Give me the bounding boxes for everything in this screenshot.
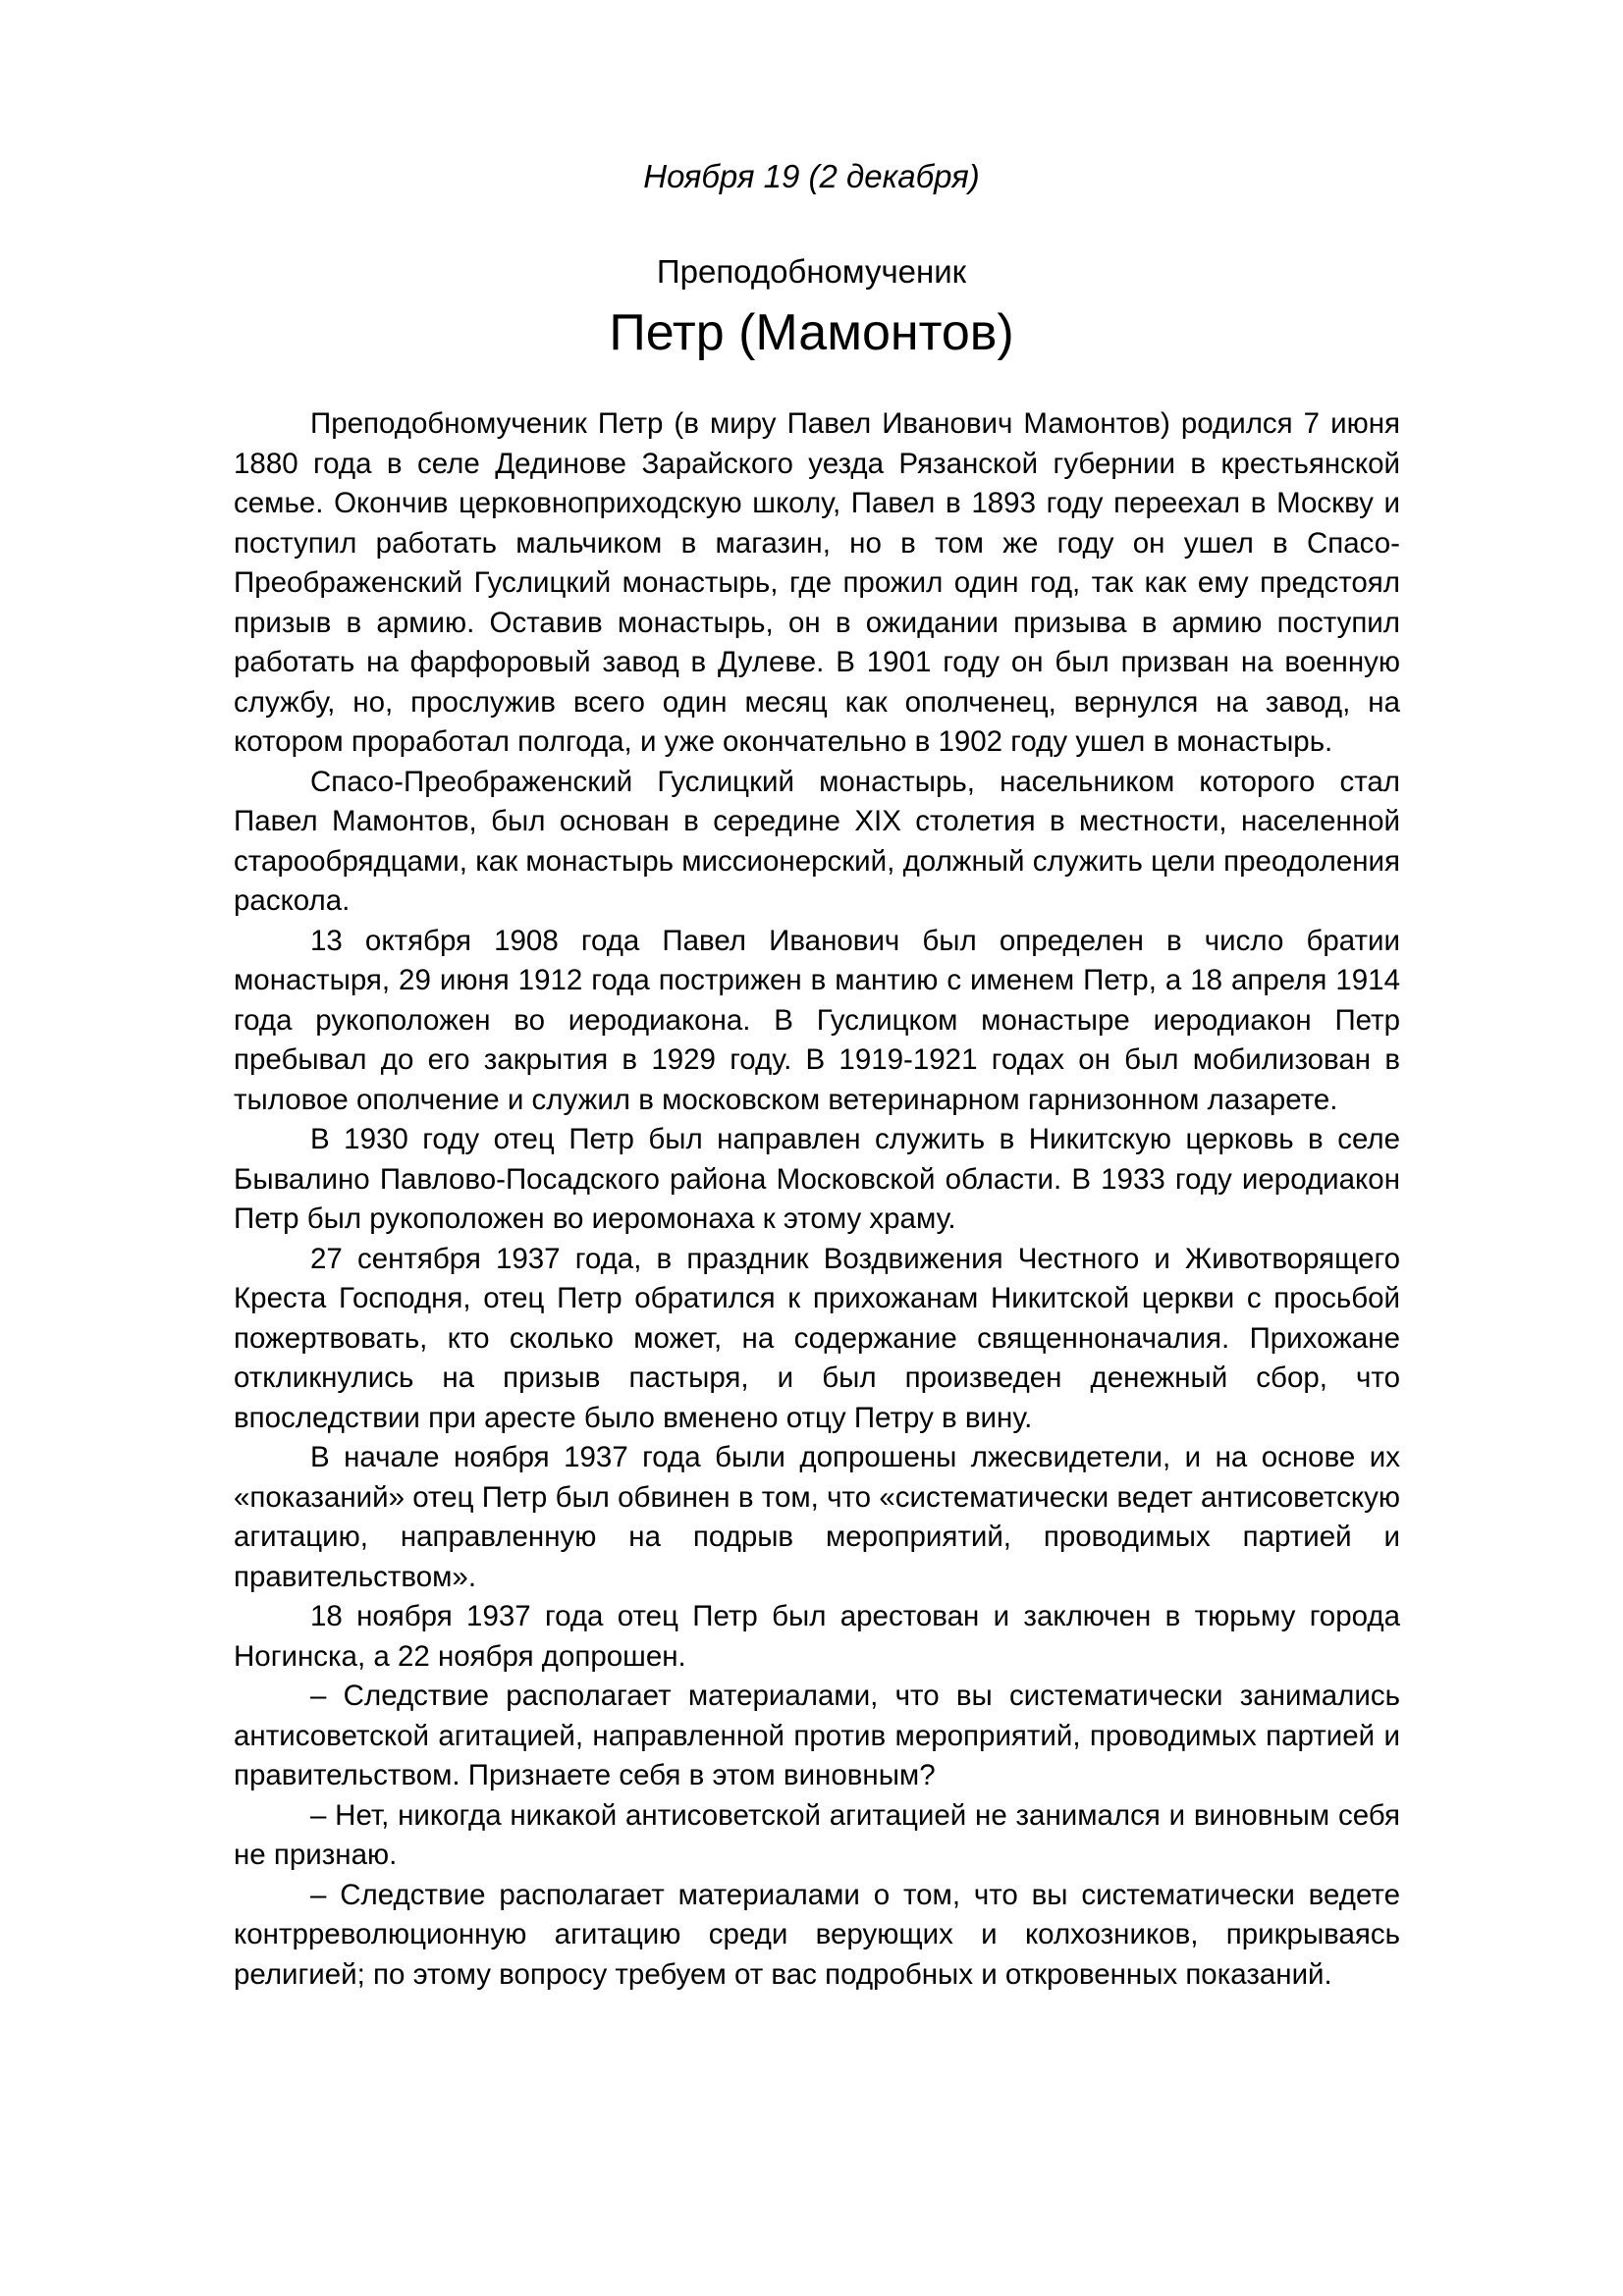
paragraph: В начале ноября 1937 года были допрошены лжесвидетели, и на основе их «показаний» отец Петр был обвинен в том, что «систематически ведет антисоветскую агитацию, направленную на подрыв мероприятий, проводимых партией и правительством». bbox=[234, 1441, 1400, 1593]
paragraph: 18 ноября 1937 года отец Петр был арестован и заключен в тюрьму города Ногинска, а 22 ноября допрошен. bbox=[234, 1600, 1400, 1673]
saint-rank: Преподобномученик bbox=[656, 253, 967, 290]
paragraph: 27 сентября 1937 года, в праздник Воздвижения Честного и Животворящего Креста Господня, отец Петр обратился к прихожанам Никитской церкви с просьбой пожертвовать, кто сколько может, на содержание священноначалия. Прихожане откликнулись на призыв пастыря, и был произведен денежный сбор, что впоследствии при аресте было вменено отцу Петру в вину. bbox=[234, 1242, 1400, 1434]
dialogue-question: – Следствие располагает материалами о том, что вы систематически ведете контрреволюционную агитацию среди верующих и колхозников, прикрываясь религией; по этому вопросу требуем от вас подробных и откровенных показаний. bbox=[234, 1878, 1400, 1991]
dialogue-answer: – Нет, никогда никакой антисоветской агитацией не занимался и виновным себя не признаю. bbox=[234, 1798, 1400, 1871]
feast-date: Ноября 19 (2 декабря) bbox=[643, 158, 980, 194]
paragraph: Преподобномученик Петр (в миру Павел Иванович Мамонтов) родился 7 июня 1880 года в селе Дединове Зарайского уезда Рязанской губернии в крестьянской семье. Окончив церковноприходскую школу, Павел в 1893 году переехал в Москву и поступил работать мальчиком в магазин, но в том же году он ушел в Спасо-Преображенский Гуслицкий монастырь, где прожил один год, так как ему предстоял призыв в армию. Оставив монастырь, он в ожидании призыва в армию поступил работать на фарфоровый завод в Дулеве. В 1901 году он был призван на военную службу, но, прослужив всего один месяц как ополченец, вернулся на завод, на котором проработал полгода, и уже окончательно в 1902 году ушел в монастырь. bbox=[234, 407, 1400, 758]
paragraph: В 1930 году отец Петр был направлен служить в Никитскую церковь в селе Бывалино Павлово-Посадского района Московской области. В 1933 году иеродиакон Петр был рукоположен во иеромонаха к этому храму. bbox=[234, 1123, 1400, 1235]
biography-text bbox=[234, 404, 1400, 1995]
paragraph: 13 октября 1908 года Павел Иванович был определен в число братии монастыря, 29 июня 1912 года пострижен в мантию с именем Петр, а 18 апреля 1914 года рукоположен во иеродиакона. В Гуслицком монастыре иеродиакон Петр пребывал до его закрытия в 1929 году. В 1919-1921 годах он был мобилизован в тыловое ополчение и служил в московском ветеринарном гарнизонном лазарете. bbox=[234, 924, 1400, 1116]
saint-name: Петр (Мамонтов) bbox=[609, 304, 1014, 361]
paragraph: Спасо-Преображенский Гуслицкий монастырь, насельником которого стал Павел Мамонтов, был основан в середине XIX столетия в местности, населенной старообрядцами, как монастырь миссионерский, должный служить цели преодоления раскола. bbox=[234, 765, 1400, 917]
dialogue-question: – Следствие располагает материалами, что вы систематически занимались антисоветской агитацией, направленной против мероприятий, проводимых партией и правительством. Признаете себя в этом виновным? bbox=[234, 1680, 1400, 1791]
